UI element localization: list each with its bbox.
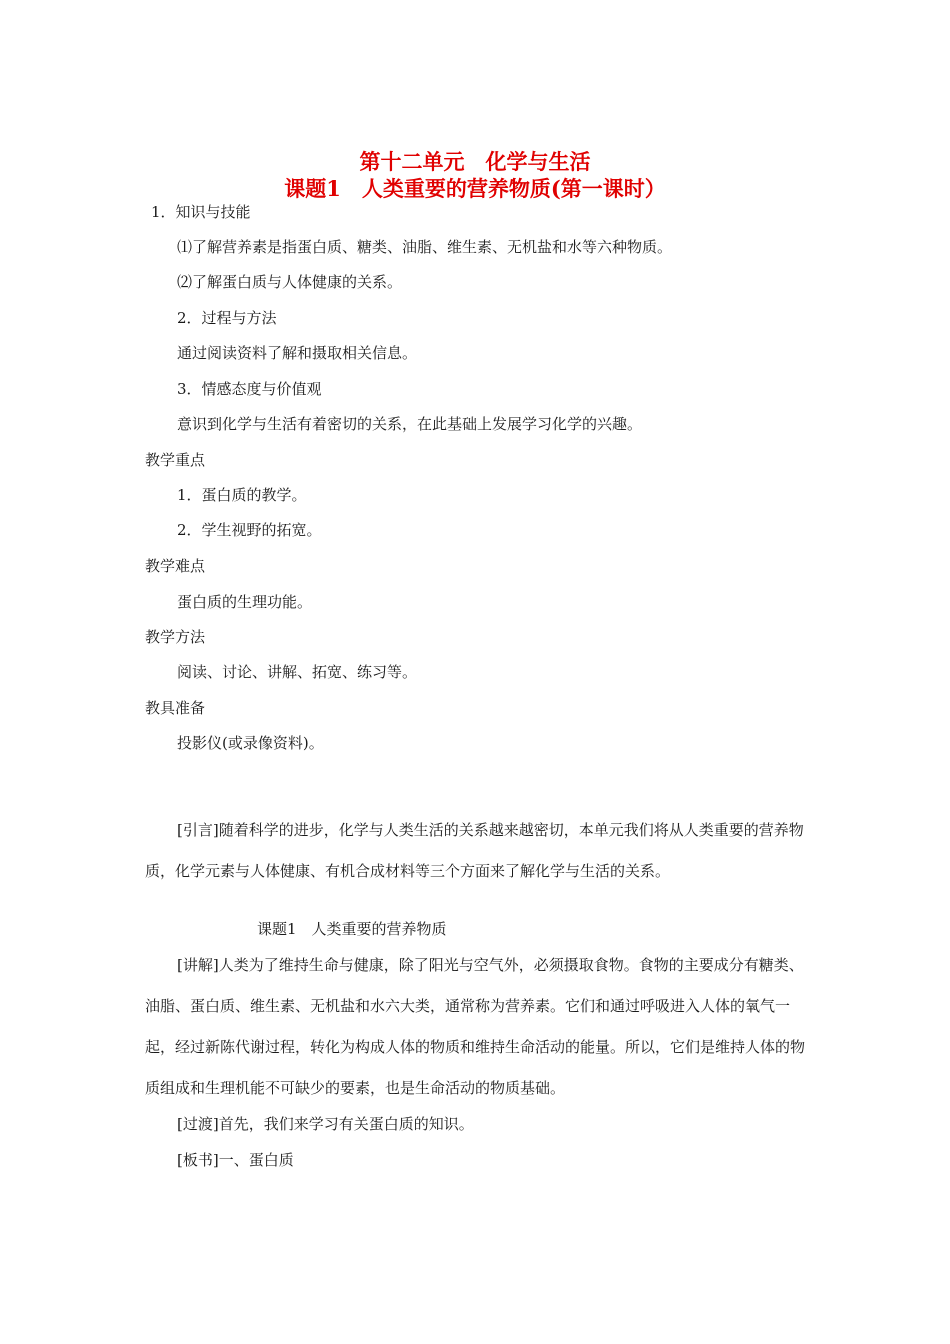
lesson-title: 课题1 人类重要的营养物质(第一课时） bbox=[284, 176, 666, 201]
emotion-heading: 3．情感态度与价值观 bbox=[177, 380, 322, 398]
methods-heading: 教学方法 bbox=[145, 628, 206, 646]
knowledge-item-2: ⑵了解蛋白质与人体健康的关系。 bbox=[177, 273, 403, 291]
emotion-text: 意识到化学与生活有着密切的关系，在此基础上发展学习化学的兴趣。 bbox=[177, 415, 643, 433]
lecture-paragraph: [讲解]人类为了维持生命与健康，除了阳光与空气外，必须摄取食物。食物的主要成分有糖类、油脂、蛋白质、维生素、无机盐和水六大类，通常称为营养素。它们和通过呼吸进入人体的氧气一起，经过新陈代谢过程，转化为构成人体的物质和维持生命活动的能量。所以，它们是维持人体的物质组成和生理机能不可缺少的要素，也是生命活动的物质基础。 bbox=[145, 956, 806, 1097]
key-point-1: 1．蛋白质的教学。 bbox=[177, 486, 307, 504]
intro-paragraph: [引言]随着科学的进步，化学与人类生活的关系越来越密切，本单元我们将从人类重要的营养物质，化学元素与人体健康、有机合成材料等三个方面来了解化学与生活的关系。 bbox=[145, 821, 804, 880]
process-text: 通过阅读资料了解和摄取相关信息。 bbox=[177, 344, 418, 362]
tools-heading: 教具准备 bbox=[145, 699, 206, 717]
methods-text: 阅读、讨论、讲解、拓宽、练习等。 bbox=[177, 663, 418, 681]
transition-text: [过渡]首先，我们来学习有关蛋白质的知识。 bbox=[177, 1115, 474, 1133]
difficulties-heading: 教学难点 bbox=[145, 557, 206, 575]
tools-text: 投影仪(或录像资料)。 bbox=[177, 734, 324, 752]
process-heading: 2．过程与方法 bbox=[177, 309, 277, 327]
knowledge-heading: 1．知识与技能 bbox=[151, 203, 251, 221]
board-text: [板书]一、蛋白质 bbox=[177, 1151, 294, 1169]
key-points-heading: 教学重点 bbox=[145, 451, 206, 469]
key-point-2: 2．学生视野的拓宽。 bbox=[177, 521, 322, 539]
knowledge-item-1: ⑴了解营养素是指蛋白质、糖类、油脂、维生素、无机盐和水等六种物质。 bbox=[177, 238, 673, 256]
difficulties-text: 蛋白质的生理功能。 bbox=[177, 593, 313, 611]
lesson-subtitle: 课题1 人类重要的营养物质 bbox=[257, 920, 447, 938]
unit-title: 第十二单元 化学与生活 bbox=[359, 149, 591, 174]
